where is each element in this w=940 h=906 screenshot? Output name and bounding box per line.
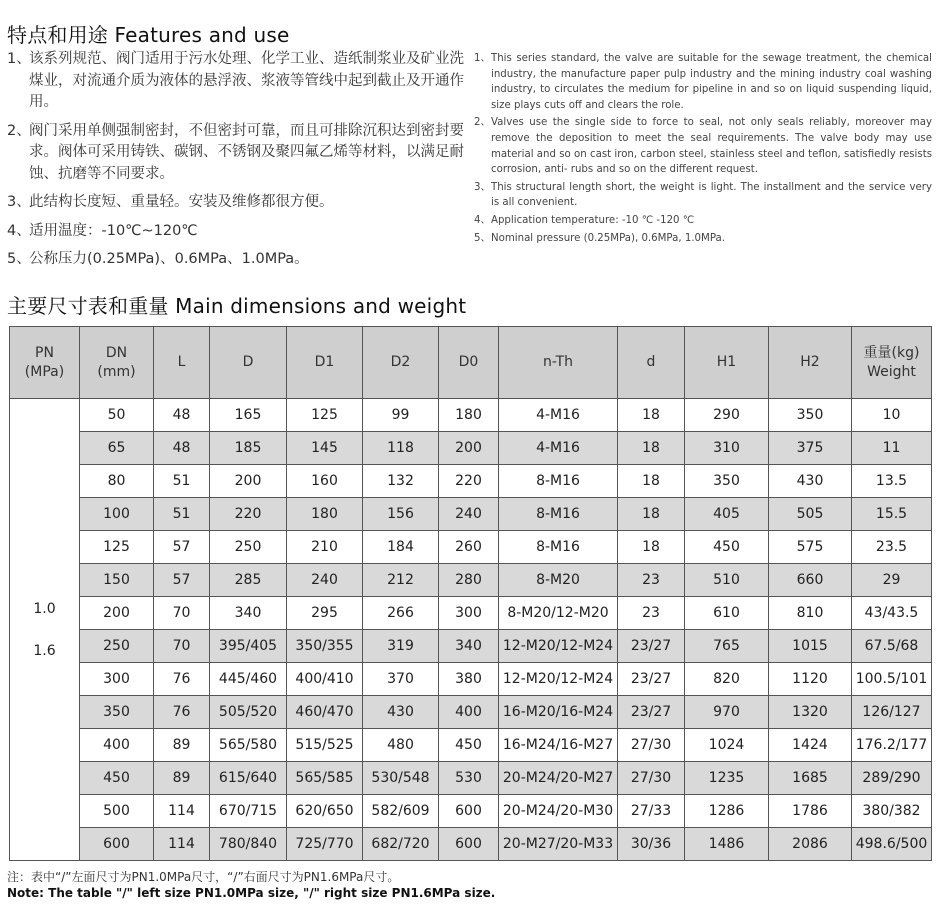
table-row (10, 729, 932, 762)
features-item-en (474, 231, 932, 247)
table-cell: 620/650 (287, 795, 363, 828)
column-header (287, 327, 363, 399)
table-cell: 380/382 (852, 795, 932, 828)
table-cell: 600 (80, 828, 154, 861)
features-list-cn (7, 49, 469, 271)
table-cell: 220 (210, 498, 287, 531)
table-cell: 400 (80, 729, 154, 762)
table-cell: 89 (154, 762, 210, 795)
table-cell: 765 (685, 630, 769, 663)
table-cell: 156 (363, 498, 439, 531)
table-cell: 582/609 (363, 795, 439, 828)
table-cell: 8-M16 (499, 531, 618, 564)
table-cell: 51 (154, 498, 210, 531)
table-cell: 23 (618, 597, 685, 630)
features-item-cn (7, 192, 469, 214)
item-number: 1、 (474, 53, 491, 64)
table-cell: 220 (439, 465, 499, 498)
table-cell: 450 (80, 762, 154, 795)
table-note-cn: 注：表中“/”左面尺寸为PN1.0MPa尺寸，“/”右面尺寸为PN1.6MPa尺寸。 (7, 870, 400, 884)
table-cell: 212 (363, 564, 439, 597)
table-cell: 1320 (769, 696, 852, 729)
table-cell: 10 (852, 399, 932, 432)
table-cell: 682/720 (363, 828, 439, 861)
table-cell: 23.5 (852, 531, 932, 564)
dimensions-table (9, 326, 932, 861)
table-cell: 27/30 (618, 762, 685, 795)
table-cell: 820 (685, 663, 769, 696)
table-row (10, 432, 932, 465)
table-cell: 240 (439, 498, 499, 531)
table-cell: 210 (287, 531, 363, 564)
table-cell: 1685 (769, 762, 852, 795)
table-cell: 13.5 (852, 465, 932, 498)
table-cell: 280 (439, 564, 499, 597)
table-cell: 350/355 (287, 630, 363, 663)
table-cell: 285 (210, 564, 287, 597)
item-text: 该系列规范、阀门适用于污水处理、化学工业、造纸制浆业及矿业洗煤业，对流通介质为液体的悬浮液、浆液等管线中起到截止及开通作用。 (29, 51, 464, 110)
table-cell: 375 (769, 432, 852, 465)
table-cell: 480 (363, 729, 439, 762)
table-cell: 565/580 (210, 729, 287, 762)
dimensions-title: 主要尺寸表和重量 Main dimensions and weight (7, 294, 467, 318)
table-cell: 23/27 (618, 696, 685, 729)
table-row (10, 663, 932, 696)
table-cell: 70 (154, 630, 210, 663)
table-cell: 350 (685, 465, 769, 498)
item-number: 5、 (474, 232, 491, 244)
table-cell: 405 (685, 498, 769, 531)
table-cell: 184 (363, 531, 439, 564)
table-cell: 260 (439, 531, 499, 564)
table-cell: 20-M24/20-M27 (499, 762, 618, 795)
table-cell: 1424 (769, 729, 852, 762)
table-row (10, 531, 932, 564)
features-item-en (474, 180, 932, 211)
table-cell: 1015 (769, 630, 852, 663)
table-cell: 515/525 (287, 729, 363, 762)
table-cell: 300 (439, 597, 499, 630)
table-cell: 2086 (769, 828, 852, 861)
table-cell: 12-M20/12-M24 (499, 630, 618, 663)
header-label: PN (35, 344, 54, 361)
table-cell: 430 (769, 465, 852, 498)
table-cell: 114 (154, 828, 210, 861)
table-cell: 565/585 (287, 762, 363, 795)
table-cell: 16-M24/16-M27 (499, 729, 618, 762)
features-item-cn (7, 221, 469, 243)
table-header-row (10, 327, 932, 399)
table-cell: 50 (80, 399, 154, 432)
table-cell: 67.5/68 (852, 630, 932, 663)
table-cell: 615/640 (210, 762, 287, 795)
table-cell: 27/33 (618, 795, 685, 828)
pn-value: 1.0 (33, 600, 56, 617)
table-cell: 200 (210, 465, 287, 498)
table-cell: 99 (363, 399, 439, 432)
item-text: 适用温度：-10℃~120℃ (29, 222, 198, 239)
table-cell: 400/410 (287, 663, 363, 696)
table-cell: 340 (439, 630, 499, 663)
features-item-cn (7, 49, 469, 114)
table-cell: 200 (80, 597, 154, 630)
table-cell: 380 (439, 663, 499, 696)
table-cell: 395/405 (210, 630, 287, 663)
table-row (10, 795, 932, 828)
column-header (363, 327, 439, 399)
pn-value: 1.6 (33, 642, 56, 659)
table-cell: 1286 (685, 795, 769, 828)
table-cell: 57 (154, 564, 210, 597)
table-row (10, 630, 932, 663)
table-cell: 76 (154, 696, 210, 729)
table-cell: 460/470 (287, 696, 363, 729)
table-cell: 48 (154, 399, 210, 432)
header-label: L (177, 354, 186, 370)
item-text: This structural length short, the weight is light. The installment and the service very is all convenient. (491, 181, 932, 209)
item-text: 公称压力(0.25MPa)、0.6MPa、1.0MPa。 (29, 251, 309, 267)
table-row (10, 828, 932, 861)
table-cell: 20-M24/20-M30 (499, 795, 618, 828)
features-item-en (474, 213, 932, 229)
header-label: D (242, 354, 254, 370)
table-cell: 29 (852, 564, 932, 597)
table-cell: 89 (154, 729, 210, 762)
table-cell: 660 (769, 564, 852, 597)
column-header (499, 327, 618, 399)
table-cell: 18 (618, 531, 685, 564)
table-cell: 4-M16 (499, 432, 618, 465)
table-cell: 8-M16 (499, 465, 618, 498)
item-number: 1、 (7, 51, 31, 67)
header-label: 重量(kg) (863, 344, 920, 361)
table-cell: 125 (287, 399, 363, 432)
header-label: d (646, 354, 656, 370)
features-item-en (474, 51, 932, 113)
table-row (10, 597, 932, 630)
item-number: 4、 (474, 214, 491, 226)
table-cell: 70 (154, 597, 210, 630)
column-header (769, 327, 852, 399)
table-cell: 290 (685, 399, 769, 432)
item-text: Nominal pressure (0.25MPa), 0.6MPa, 1.0MPa. (491, 232, 725, 244)
table-cell: 1235 (685, 762, 769, 795)
table-cell: 30/36 (618, 828, 685, 861)
table-cell: 450 (439, 729, 499, 762)
table-cell: 76 (154, 663, 210, 696)
table-cell: 498.6/500 (852, 828, 932, 861)
table-cell: 160 (287, 465, 363, 498)
item-text: 此结构长度短、重量轻。安装及维修都很方便。 (29, 194, 334, 210)
table-cell: 185 (210, 432, 287, 465)
table-cell: 430 (363, 696, 439, 729)
item-number: 2、 (474, 117, 491, 129)
table-cell: 145 (287, 432, 363, 465)
features-item-cn (7, 121, 469, 186)
item-text: 阀门采用单侧强制密封，不但密封可靠，而且可排除沉积达到密封要求。阀体可采用铸铁、碳钢、不锈钢及聚四氟乙烯等材料，以满足耐蚀、抗磨等不同要求。 (29, 122, 464, 182)
table-cell: 100 (80, 498, 154, 531)
table-cell: 200 (439, 432, 499, 465)
item-number: 3、 (474, 181, 491, 193)
table-cell: 80 (80, 465, 154, 498)
header-sublabel: (MPa) (24, 363, 65, 380)
table-cell: 1786 (769, 795, 852, 828)
table-cell: 600 (439, 795, 499, 828)
table-cell: 445/460 (210, 663, 287, 696)
table-cell: 20-M27/20-M33 (499, 828, 618, 861)
table-row (10, 399, 932, 432)
table-cell: 250 (80, 630, 154, 663)
item-text: Valves use the single side to force to seal, not only seals reliably, moreover may remove the deposition to meet the seal requirements. The valve body may use material and so on cast iron, carbon steel, stainless steel and teflon, satisfiedly resists corrosion, anti- rubs and so on the different request. (491, 117, 932, 176)
table-cell: 970 (685, 696, 769, 729)
table-cell: 114 (154, 795, 210, 828)
table-cell: 165 (210, 399, 287, 432)
table-cell: 132 (363, 465, 439, 498)
table-cell: 250 (210, 531, 287, 564)
features-title: 特点和用途 Features and use (7, 23, 290, 47)
table-cell: 505 (769, 498, 852, 531)
column-header (80, 327, 154, 399)
table-cell: 23/27 (618, 630, 685, 663)
header-label: H1 (716, 354, 737, 370)
table-cell: 16-M20/16-M24 (499, 696, 618, 729)
table-cell: 510 (685, 564, 769, 597)
table-cell: 65 (80, 432, 154, 465)
table-cell: 575 (769, 531, 852, 564)
table-cell: 340 (210, 597, 287, 630)
table-cell: 310 (685, 432, 769, 465)
table-cell: 125 (80, 531, 154, 564)
table-cell: 350 (80, 696, 154, 729)
table-row (10, 498, 932, 531)
column-header (210, 327, 287, 399)
table-row (10, 564, 932, 597)
table-cell: 600 (439, 828, 499, 861)
table-cell: 266 (363, 597, 439, 630)
table-cell: 11 (852, 432, 932, 465)
table-cell: 8-M16 (499, 498, 618, 531)
column-header (154, 327, 210, 399)
column-header (618, 327, 685, 399)
item-number: 4、 (7, 222, 31, 239)
table-cell: 27/30 (618, 729, 685, 762)
table-cell: 150 (80, 564, 154, 597)
header-label: D2 (390, 354, 411, 370)
item-text: This series standard, the valve are suitable for the sewage treatment, the chemical industry, the manufacture paper pulp industry and the mining industry coal washing industry, to circulates the medium for pipeline in and so on liquid suspending liquid, size plays cuts off and clears the role. (491, 53, 932, 111)
table-cell: 725/770 (287, 828, 363, 861)
header-label: D1 (314, 354, 335, 370)
table-cell: 48 (154, 432, 210, 465)
table-cell: 1024 (685, 729, 769, 762)
item-number: 3、 (7, 194, 31, 210)
table-cell: 23 (618, 564, 685, 597)
features-list-en (474, 51, 932, 246)
table-cell: 530 (439, 762, 499, 795)
table-cell: 176.2/177 (852, 729, 932, 762)
table-cell: 4-M16 (499, 399, 618, 432)
table-cell: 1120 (769, 663, 852, 696)
table-cell: 319 (363, 630, 439, 663)
table-row (10, 696, 932, 729)
item-number: 2、 (7, 122, 31, 139)
header-label: n-Th (542, 354, 574, 370)
table-cell: 450 (685, 531, 769, 564)
table-cell: 500 (80, 795, 154, 828)
table-cell: 505/520 (210, 696, 287, 729)
header-sublabel: (mm) (97, 363, 136, 380)
item-text: Application temperature: -10 ℃ -120 ℃ (491, 214, 695, 226)
table-cell: 18 (618, 498, 685, 531)
table-cell: 126/127 (852, 696, 932, 729)
table-cell: 350 (769, 399, 852, 432)
table-cell: 300 (80, 663, 154, 696)
table-cell: 530/548 (363, 762, 439, 795)
column-header (10, 327, 80, 399)
table-cell: 100.5/101 (852, 663, 932, 696)
table-cell: 18 (618, 399, 685, 432)
table-cell: 12-M20/12-M24 (499, 663, 618, 696)
item-number: 5、 (7, 251, 31, 267)
features-item-cn (7, 249, 469, 271)
table-cell: 610 (685, 597, 769, 630)
table-cell: 51 (154, 465, 210, 498)
table-cell: 8-M20/12-M20 (499, 597, 618, 630)
table-cell: 18 (618, 432, 685, 465)
table-row (10, 465, 932, 498)
header-label: H2 (800, 354, 820, 370)
header-sublabel: Weight (867, 363, 916, 380)
table-cell: 240 (287, 564, 363, 597)
table-cell: 295 (287, 597, 363, 630)
table-cell: 810 (769, 597, 852, 630)
features-item-en (474, 115, 932, 177)
header-label: D0 (458, 354, 479, 370)
table-cell: 400 (439, 696, 499, 729)
table-cell: 780/840 (210, 828, 287, 861)
table-cell: 118 (363, 432, 439, 465)
table-cell: 15.5 (852, 498, 932, 531)
table-cell: 670/715 (210, 795, 287, 828)
table-cell: 57 (154, 531, 210, 564)
table-cell: 180 (287, 498, 363, 531)
table-row (10, 762, 932, 795)
table-cell: 23/27 (618, 663, 685, 696)
column-header (852, 327, 932, 399)
table-note-en: Note: The table "/" left size PN1.0MPa size, "/" right size PN1.6MPa size. (7, 886, 496, 900)
column-header (685, 327, 769, 399)
table-cell: 180 (439, 399, 499, 432)
table-cell: 8-M20 (499, 564, 618, 597)
header-label: DN (105, 344, 128, 361)
table-cell: 370 (363, 663, 439, 696)
column-header (439, 327, 499, 399)
table-cell: 1486 (685, 828, 769, 861)
pn-cell (10, 399, 80, 861)
table-cell: 289/290 (852, 762, 932, 795)
table-cell: 43/43.5 (852, 597, 932, 630)
table-cell: 18 (618, 465, 685, 498)
